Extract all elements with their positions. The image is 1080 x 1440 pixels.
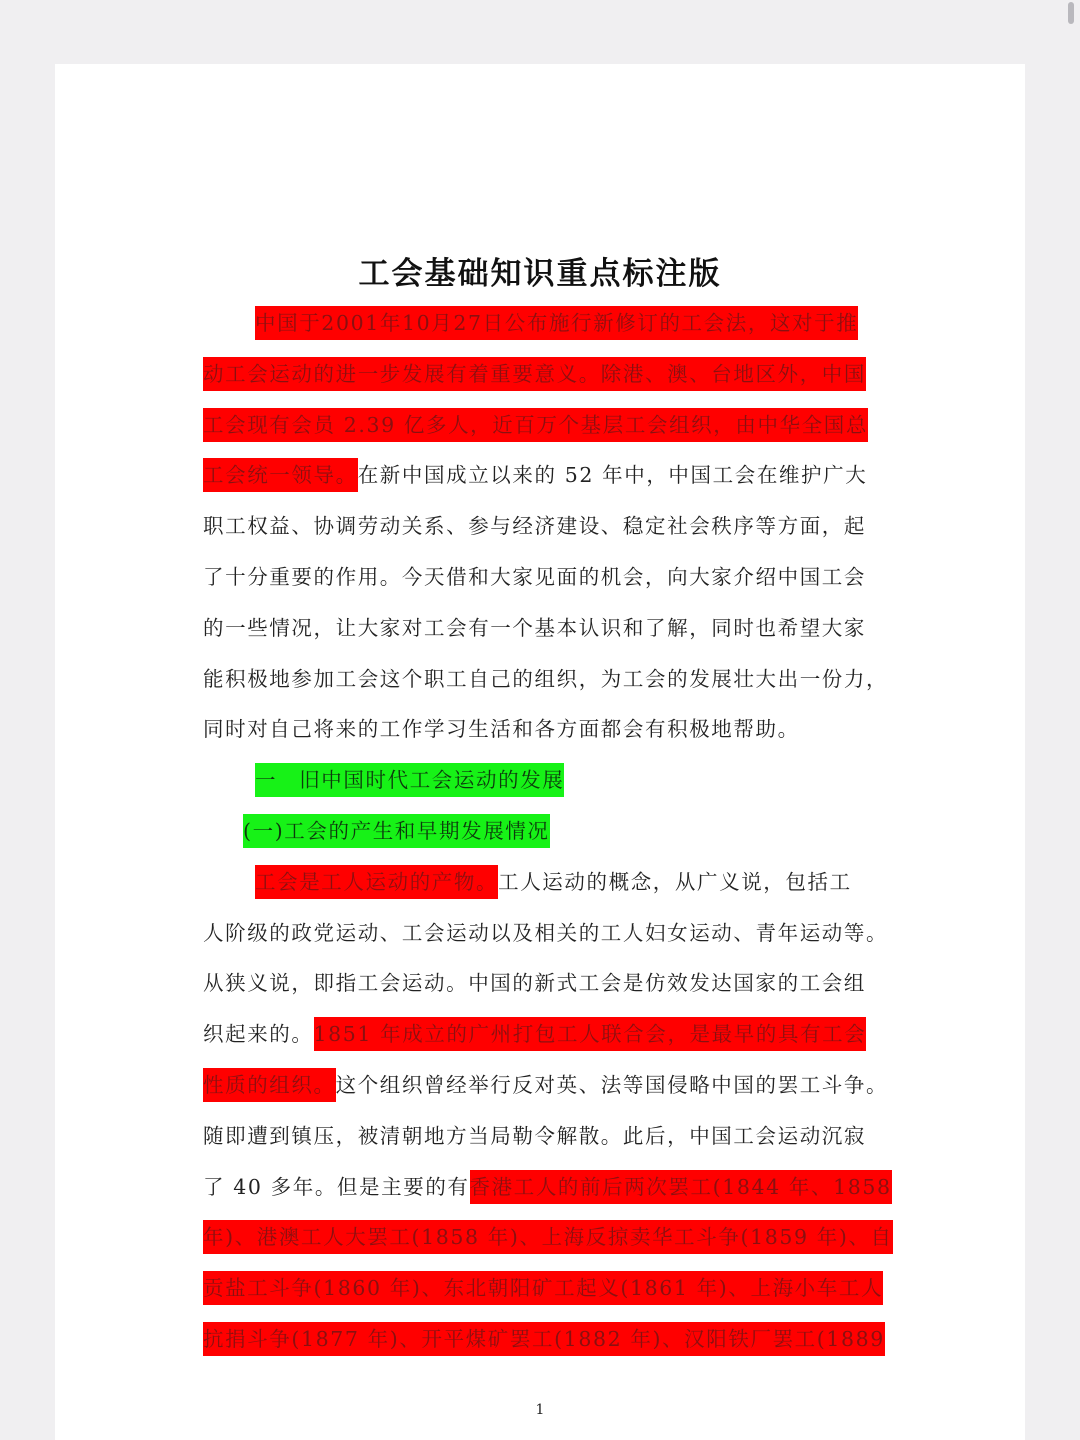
body-text: 能积极地参加工会这个职工自己的组织，为工会的发展壮大出一份力， <box>203 666 889 691</box>
red-highlight-text: 动工会运动的进一步发展有着重要意义。除港、澳、台地区外，中国 <box>203 357 866 391</box>
page-number: 1 <box>535 1402 545 1418</box>
text-line <box>203 1314 885 1365</box>
text-line <box>203 1060 889 1111</box>
body-text: 了 40 多年。但是主要的有 <box>203 1174 470 1199</box>
body-text: 了十分重要的作用。今天借和大家见面的机会，向大家介绍中国工会 <box>203 564 866 589</box>
text-line <box>203 1162 892 1213</box>
body-text: 从狭义说，即指工会运动。中国的新式工会是仿效发达国家的工会组 <box>203 971 866 996</box>
red-highlight-text: 中国于2001年10月27日公布施行新修订的工会法，这对于推 <box>255 306 858 340</box>
red-highlight-text: 抗捐斗争(1877 年)、开平煤矿罢工(1882 年)、汉阳铁厂罢工(1889 <box>203 1322 885 1356</box>
body-text: 工人运动的概念，从广义说，包括工 <box>498 869 852 894</box>
text-line <box>203 298 881 349</box>
red-highlight-text: 工会统一领导。 <box>203 458 358 492</box>
body-text: 在新中国成立以来的 52 年中，中国工会在维护广大 <box>357 463 868 488</box>
text-line <box>203 400 881 451</box>
red-highlight-text: 工会是工人运动的产物。 <box>255 865 498 899</box>
document-title: 工会基础知识重点标注版 <box>358 256 722 292</box>
red-highlight-text: 性质的组织。 <box>203 1068 336 1102</box>
scrollbar-thumb[interactable] <box>1068 2 1074 24</box>
green-highlight-heading: 一 旧中国时代工会运动的发展 <box>255 763 564 797</box>
text-line <box>203 349 881 400</box>
body-text: 这个组织曾经举行反对英、法等国侵略中国的罢工斗争。 <box>335 1072 889 1097</box>
text-line <box>203 704 881 755</box>
red-highlight-text: 1851 年成立的广州打包工人联合会，是最早的具有工会 <box>314 1017 867 1051</box>
body-text: 的一些情况，让大家对工会有一个基本认识和了解，同时也希望大家 <box>203 615 866 640</box>
green-highlight-heading: (一)工会的产生和早期发展情况 <box>243 814 550 848</box>
text-line <box>203 806 881 857</box>
text-line <box>203 755 881 806</box>
text-line <box>203 603 881 654</box>
text-line <box>203 857 881 908</box>
text-line <box>203 450 881 501</box>
body-text: 随即遭到镇压，被清朝地方当局勒令解散。此后，中国工会运动沉寂 <box>203 1123 866 1148</box>
text-line <box>203 552 881 603</box>
body-text: 同时对自己将来的工作学习生活和各方面都会有积极地帮助。 <box>203 717 800 742</box>
text-line <box>203 1111 881 1162</box>
text-line <box>203 654 889 705</box>
red-highlight-text: 工会现有会员 2.39 亿多人，近百万个基层工会组织，由中华全国总 <box>203 408 868 442</box>
red-highlight-text: 贡盐工斗争(1860 年)、东北朝阳矿工起义(1861 年)、上海小车工人 <box>203 1271 883 1305</box>
text-line <box>203 908 889 959</box>
text-line <box>203 501 881 552</box>
document-body <box>203 298 893 1365</box>
text-line <box>203 1263 884 1314</box>
document-page <box>55 64 1025 1440</box>
body-text: 人阶级的政党运动、工会运动以及相关的工人妇女运动、青年运动等。 <box>203 920 889 945</box>
body-text: 织起来的。 <box>203 1022 314 1047</box>
body-text: 职工权益、协调劳动关系、参与经济建设、稳定社会秩序等方面，起 <box>203 514 866 539</box>
red-highlight-text: 年)、港澳工人大罢工(1858 年)、上海反掠卖华工斗争(1859 年)、自 <box>203 1220 893 1254</box>
red-highlight-text: 香港工人的前后两次罢工(1844 年、1858 <box>470 1170 892 1204</box>
text-line <box>203 1009 881 1060</box>
text-line <box>203 1212 893 1263</box>
text-line <box>203 958 881 1009</box>
